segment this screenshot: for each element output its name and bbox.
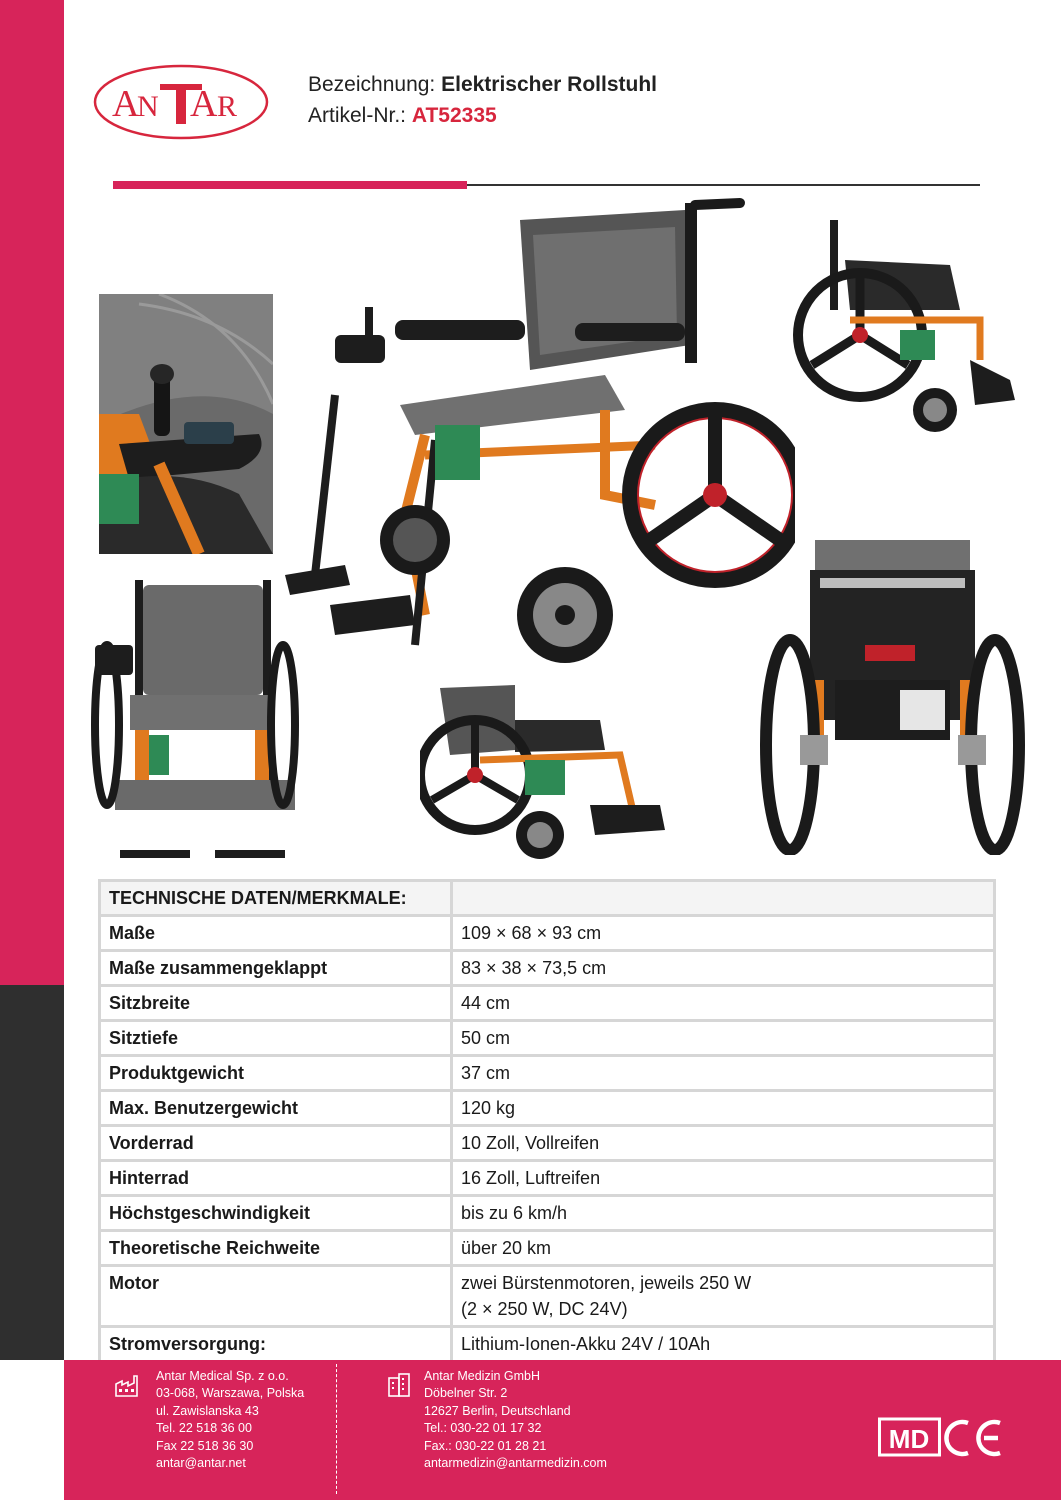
spec-value: 83 × 38 × 73,5 cm — [452, 951, 995, 986]
spec-key: Theoretische Reichweite — [100, 1231, 452, 1266]
footer-email[interactable]: antarmedizin@antarmedizin.com — [424, 1456, 607, 1471]
footer-line: 12627 Berlin, Deutschland — [424, 1403, 571, 1418]
footer-line: Döbelner Str. 2 — [424, 1386, 508, 1401]
table-row — [100, 1091, 995, 1126]
svg-text:N: N — [137, 90, 159, 123]
footer-line: Tel. 22 518 36 00 — [156, 1421, 252, 1436]
footer-company-germany — [424, 1368, 607, 1472]
spec-value: 109 × 68 × 93 cm — [452, 916, 995, 951]
article-number: AT52335 — [411, 104, 497, 127]
wheelchair-front-photo — [85, 575, 300, 870]
spec-key: Maße zusammengeklappt — [100, 951, 452, 986]
svg-text:A: A — [112, 83, 140, 125]
header-divider-line — [467, 184, 980, 186]
spec-key: Max. Benutzergewicht — [100, 1091, 452, 1126]
table-row — [100, 1021, 995, 1056]
antar-logo — [92, 62, 270, 142]
product-name-label: Bezeichnung: — [308, 73, 436, 96]
md-ce-certification-mark — [878, 1415, 1004, 1459]
table-row — [100, 916, 995, 951]
product-name: Elektrischer Rollstuhl — [441, 73, 658, 96]
spec-key: Stromversorgung: — [100, 1327, 452, 1362]
spec-value: bis zu 6 km/h — [452, 1196, 995, 1231]
table-row — [100, 1056, 995, 1091]
spec-key: Höchstgeschwindigkeit — [100, 1196, 452, 1231]
office-building-icon — [386, 1372, 412, 1398]
table-row — [100, 951, 995, 986]
footer-line: ul. Zawislanska 43 — [156, 1403, 259, 1418]
svg-text:R: R — [217, 90, 238, 123]
spec-key: Maße — [100, 916, 452, 951]
table-row — [100, 1266, 995, 1327]
footer — [64, 1360, 1061, 1500]
spec-key: Motor — [100, 1266, 452, 1327]
dark-side-band — [0, 985, 64, 1360]
spec-value: über 20 km — [452, 1231, 995, 1266]
product-name-line — [308, 72, 657, 98]
header-divider-accent — [113, 181, 467, 189]
spec-value: 16 Zoll, Luftreifen — [452, 1161, 995, 1196]
wheelchair-main-photo — [275, 195, 795, 675]
table-row — [100, 1231, 995, 1266]
spec-value: Lithium-Ionen-Akku 24V / 10Ah — [452, 1327, 995, 1362]
wheelchair-angle-photo — [420, 680, 670, 865]
spec-key: Sitzbreite — [100, 986, 452, 1021]
spec-table — [98, 879, 996, 1363]
spec-key: Produktgewicht — [100, 1056, 452, 1091]
spec-key: Sitztiefe — [100, 1021, 452, 1056]
spec-key: Hinterrad — [100, 1161, 452, 1196]
spec-value: 44 cm — [452, 986, 995, 1021]
table-row — [100, 1196, 995, 1231]
wheelchair-side-photo — [790, 210, 1020, 435]
spec-value: 50 cm — [452, 1021, 995, 1056]
factory-icon — [114, 1372, 140, 1398]
accent-side-band — [0, 0, 64, 985]
table-row — [100, 1327, 995, 1362]
footer-line: Tel.: 030-22 01 17 32 — [424, 1421, 542, 1436]
article-number-line — [308, 103, 497, 129]
spec-value — [452, 1266, 995, 1327]
footer-company-poland — [156, 1368, 304, 1472]
spec-value-line: (2 × 250 W, DC 24V) — [461, 1299, 628, 1319]
spec-value: 120 kg — [452, 1091, 995, 1126]
spec-table-header — [100, 881, 995, 916]
spec-key: Vorderrad — [100, 1126, 452, 1161]
footer-email[interactable]: antar@antar.net — [156, 1456, 246, 1471]
svg-text:MD: MD — [888, 1424, 930, 1454]
spec-value: 37 cm — [452, 1056, 995, 1091]
footer-divider — [336, 1364, 337, 1494]
footer-line: Fax 22 518 36 30 — [156, 1438, 254, 1453]
table-row — [100, 1161, 995, 1196]
footer-line: 03-068, Warszawa, Polska — [156, 1386, 305, 1401]
spec-header-empty — [452, 881, 995, 916]
spec-header-label: TECHNISCHE DATEN/MERKMALE: — [100, 881, 452, 916]
svg-text:A: A — [190, 83, 218, 125]
article-number-label: Artikel-Nr.: — [308, 104, 407, 127]
footer-line: Fax.: 030-22 01 28 21 — [424, 1438, 547, 1453]
footer-line: Antar Medical Sp. z o.o. — [156, 1369, 289, 1383]
table-row — [100, 986, 995, 1021]
wheelchair-back-photo — [760, 530, 1025, 855]
table-row — [100, 1126, 995, 1161]
joystick-closeup-photo — [99, 294, 273, 554]
footer-line: Antar Medizin GmbH — [424, 1369, 541, 1383]
spec-value-line: zwei Bürstenmotoren, jeweils 250 W — [461, 1273, 752, 1293]
spec-value: 10 Zoll, Vollreifen — [452, 1126, 995, 1161]
